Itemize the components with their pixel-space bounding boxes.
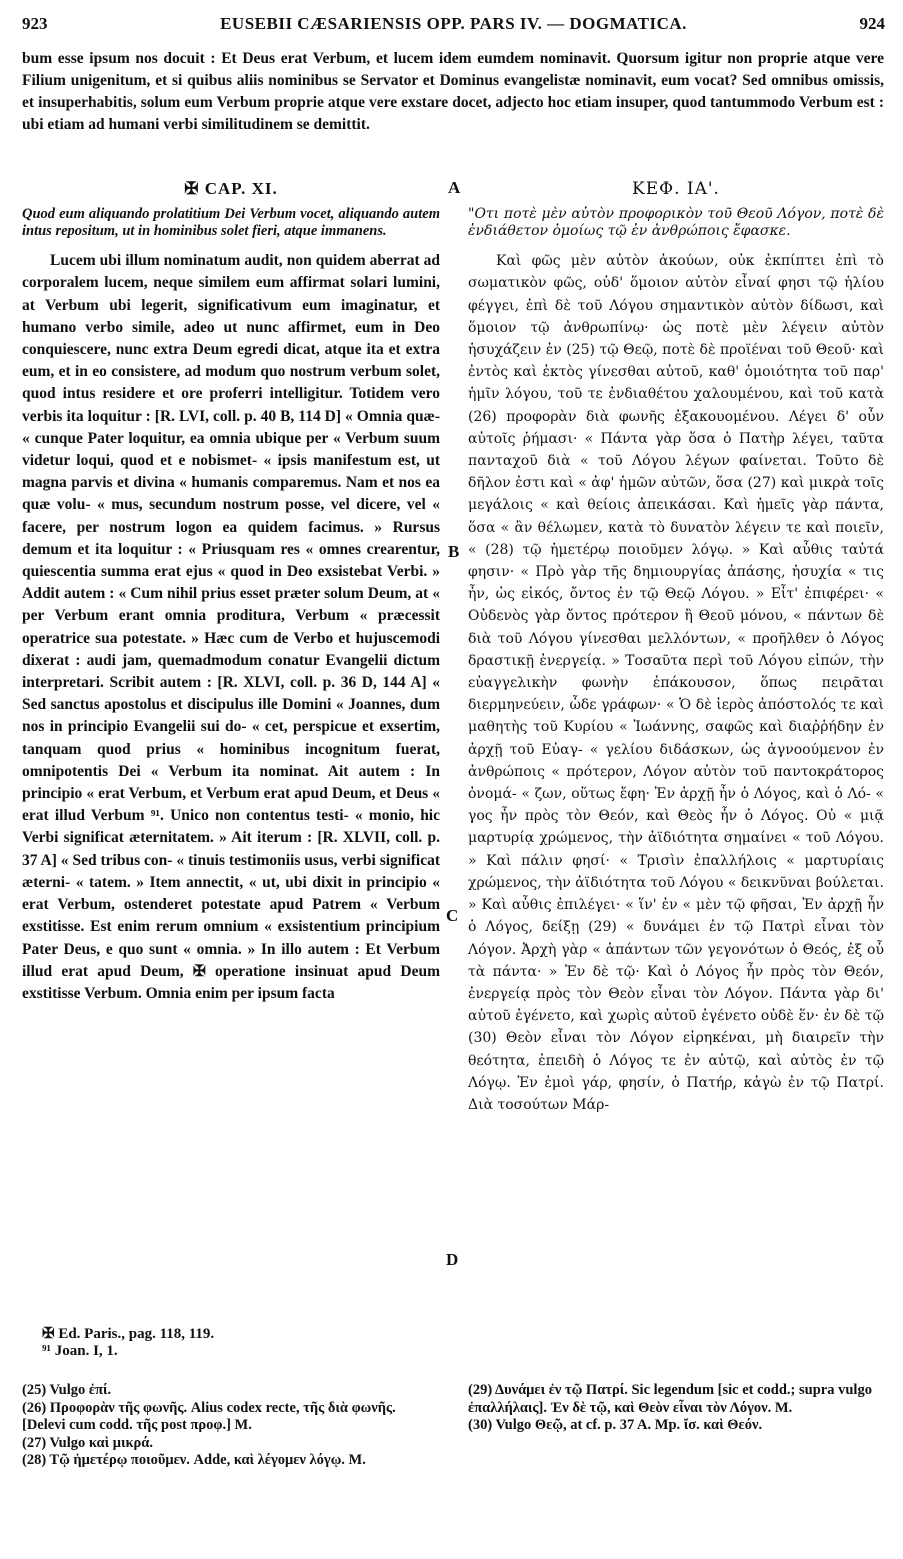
note-27: (27) Vulgo καὶ μικρά. [22,1434,153,1451]
greek-column [468,178,884,1116]
note-30: (30) Vulgo Θεῷ, at cf. p. 37 A. Mp. ἴσ. καὶ Θεόν. [468,1417,763,1433]
latin-body [22,250,440,1005]
greek-body [468,250,884,1116]
margin-letter-a: A [448,178,461,197]
latin-chapter-heading: ✠ CAP. XI. [184,179,278,198]
note-26: (26) Προφορὰν τῆς φωνῆς. Alius codex recte, τῆς διὰ φωνῆς. [Delevi cum codd. τῆς post προφ.] M. [22,1399,396,1433]
margin-letter-c: C [446,906,459,925]
greek-body-text: Καὶ φῶς μὲν αὐτὸν ἀκούων, οὐκ ἐκπίπτει ἐπὶ τὸ σωματικὸν φῶς, οὐδ' ὅμοιον αὐτὸν εἶναί φησι τῷ ἡλίου φέγγει, ἐπὶ δὲ τοῦ Λόγου σημαντικὸν αὐτὸν δίδωσι, καὶ ὅμοιον τῷ ἀνθρωπίνῳ· ὡς ποτὲ μὲν λέγειν αὐτὸν ἡσυχάζειν ἐν (25) τῷ Θεῷ, ποτὲ δὲ προϊέναι τοῦ Θεοῦ· καὶ ἐντὸς καὶ ἐκτὸς γίνεσθαι αὐτοῦ, καθ' ὁμοιότητα τοῦ παρ' ἡμῖν λόγου, τοῦ τε ἐνδιαθέτου χαλουμένου, καὶ τοῦ κατὰ (26) προφορὰν διὰ φωνῆς ἐξακουομένου. Λέγει δ' οὖν αὐτοῖς ῥήμασι· « Πάντα γὰρ ὅσα ὁ Πατὴρ λέγει, ταῦτα πανταχοῦ διὰ « τοῦ Λόγου λέγων φαίνεται. Τοῦτο δὲ δῆλον ἐστι καὶ « ἀφ' ἡμῶν αὐτῶν, ὅσα (27) καὶ μικρὰ τοῖς μεγάλοις « καὶ θείοις ἀπεικάσαι. Καὶ ἡμεῖς γὰρ πάντα, ὅσα « ἂν θέλωμεν, κατὰ τὸ δυνατὸν λέγειν τε καὶ ποιεῖν, « (28) τῷ ἡμετέρῳ ποιοῦμεν λόγῳ. » Καὶ αὖθις ταὐτά φησιν· « Πρὸ γὰρ τῆς δημιουργίας ἁπάσης, ἡσυχία « τις ἦν, ὡς εἰκός, ὄντος ἐν τῷ Θεῷ Λόγου. » Εἶτ' ἐπιφέρει· « Οὐδενὸς γὰρ ὄντος πρότερον ἢ Θεοῦ μόνου, « πάντων δὲ διὰ τοῦ Λόγου γίνεσθαι μελλόντων, « προῆλθεν ὁ Λόγος δραστικῇ ἐνεργείᾳ. » Τοσαῦτα περὶ τοῦ Λόγου εἰπών, τὴν εὐαγγελικὴν φωνὴν ἐπάκουσον, ὅπως πειρᾶται διερμηνεύειν, ὧδε γράφων· « Ὁ δὲ ἱερὸς ἀπόστολός τε καὶ μαθητὴς τοῦ Κυρίου « Ἰωάννης, σαφῶς καὶ διαῤῥήδην ἐν ἀρχῇ τοῦ Εὐαγ‑ « γελίου διδάσκων, ὡς ἀγνοούμενον ἐν ἀνθρώποις « πρότερον, Λόγον αὐτὸν τοῦ παντοκράτορος ὀνομά‑ « ζων, οὕτως ἔφη· Ἐν ἀρχῇ ἦν ὁ Λόγος, καὶ ὁ Λό‑ « γος ἦν πρὸς τὸν Θεόν, καὶ Θεὸς ἦν ὁ Λόγος. Οὐ « μιᾷ μαρτυρίᾳ χρώμενος, τὴν ἀϊδιότητα σημαίνει « τοῦ Λόγου. » Καὶ πάλιν φησί· « Τρισὶν ἐπαλλήλοις « μαρτυρίαις χρώμενος, τὴν ἀϊδιότητα τοῦ Λόγου « δεικνῦναι βούλεται. » Καὶ αὖθις ἐπιλέγει· « ἵν' ἐν « μὲν τῷ φῆσαι, Ἐν ἀρχῇ ἦν ὁ Λόγος, δείξῃ (29) « δυνάμει ἐν τῷ Πατρὶ εἶναι τὸν Λόγον. Ἀρχὴ γὰρ « ἁπάντων τῶν γεγονότων ὁ Θεός, ἐξ οὗ τὰ πάντα· » Ἐν δὲ τῷ· Καὶ ὁ Λόγος ἦν πρὸς τὸν Θεόν, ἐνεργείᾳ πρὸς τὸν Θεὸν εἶναι τὸν Λόγον. Πάντα γὰρ δι' αὐτοῦ ἐγένετο, καὶ χωρὶς αὐτοῦ ἐγένετο οὐδὲ ἕν· ἐν δὲ τῷ (30) Θεὸν εἶναι τὸν Λόγον εἰρηκέναι, μὴ διαιρεῖν τὴν θεότητα, ἐπειδὴ ὁ Λόγος τε ἐν αὐτῷ, καὶ αὐτὸς ἐν τῷ Λόγῳ. Ἐν ἐμοὶ γάρ, φησίν, ὁ Πατήρ, κἀγὼ ἐν τῷ Πατρί. Διὰ τοσούτων Μάρ‑ [468,253,884,1113]
note-25: (25) Vulgo ἐπί. [22,1382,112,1398]
latin-body-text: Lucem ubi illum nominatum audit, non quidem aberrat ad corporalem lucem, neque similem eum affirmat solari lumini, at Verbum ubi legerit, significativum eum imaginatur, et humano verbo simile, adeo ut nunc affirmet, eum in Deo conquiescere, nunc extra Deum egredi dicat, atque ita et extra eum, et in eo consistere, ad modum quo nostrum verbum solet, quod intus residere et ore proferri intelligitur. Totidem vero verbis ita loquitur : [R. LVI, coll. p. 40 B, 114 D] « Omnia quæ‑ « cunque Pater loquitur, ea omnia ubique per « Verbum suum videtur loqui, quod et e nobismet‑ « ipsis manifestum est, ut magna parvis et divina « humanis comparemus. Nam et nos ea quæ volu‑ « mus, secundum nostrum posse, vel dicere, vel « facere, per nostrum logon ea quidem facimus. » Rursus demum et ita loquitur : « Priusquam res « omnes crearentur, quiescentia summa erat ejus « quod in Deo exsistebat Verbi. » Addit autem : « Cum nihil prius esset præter solum Deum, at « per Verbum erant omnia proditura, Verbum « præcessit operatrice sua potestate. » Hæc cum de Verbo et hujuscemodi dixerat : audi jam, quemadmodum conatur Evangelii dictum interpretari. Scribit autem : [R. XLVI, coll. p. 36 D, 144 A] « Sed sanctus apostolus et discipulus ille Domini « Joannes, dum nos in principio Evangelii sui do‑ « cet, perspicue et exsertim, tanquam quod prius « hominibus incognitum fuerat, omnipotentis Dei « Verbum ita nominat. Ait autem : In principio « erat Verbum, et Verbum erat apud Deum, et Deus « erat illud Verbum ⁹¹. Unico non contentus testi‑ « monio, hic Verbi significat æternitatem. » Ait iterum : [R. XLVII, coll. p. 37 A] « Sed tribus con‑ « tinuis testimoniis usus, verbi significat æterni‑ « tatem. » Item annectit, « ut, ubi dixit in principio « erat Verbum, ostenderet potestate apud Patrem « Verbum exstitisse. Est enim rerum omnium « exsistentium principium Pater Deus, e quo sunt « omnia. » In illo autem : Et Verbum illud erat apud Deum, ✠ operatione insinuat apud Deum exstitisse Verbum. Omnia enim per ipsum facta [22,252,440,1002]
edition-note: ✠ Ed. Paris., pag. 118, 119. [42,1326,215,1342]
edition-footnotes [42,1326,442,1360]
scripture-note: ⁹¹ Joan. I, 1. [42,1343,118,1359]
left-critical-notes [22,1382,442,1470]
intro-paragraph [22,48,884,136]
margin-letter-b: B [448,542,460,561]
left-page-number: 923 [22,14,48,33]
greek-chapter-summary: "Οτι ποτὲ μὲν αὐτὸν προφορικὸν τοῦ Θεοῦ Λόγον, ποτὲ δὲ ἐνδιάθετον ὁμοίως τῷ ἐν ἀνθρώποις ἔφασκε. [468,206,884,240]
right-critical-notes [468,1382,884,1435]
note-28: (28) Τῷ ἡμετέρῳ ποιοῦμεν. Adde, καὶ λέγομεν λόγῳ. M. [22,1452,366,1468]
latin-chapter-summary: Quod eum aliquando prolatitium Dei Verbum vocet, aliquando autem intus repositum, ut in hominibus solet fieri, atque immanens. [22,206,440,240]
greek-chapter-heading: ΚΕΦ. ΙΑ'. [632,179,720,199]
running-title: EUSEBII CÆSARIENSIS OPP. PARS IV. — DOGMATICA. [220,14,687,33]
note-29: (29) Δυνάμει ἐν τῷ Πατρί. Sic legendum [sic et codd.; supra vulgo ἐπαλλήλαις]. Ἐν δὲ τῷ, καὶ Θεὸν εἶναι τὸν Λόγον. M. [468,1382,872,1416]
margin-letter-d: D [446,1250,459,1269]
right-page-number: 924 [859,14,885,33]
latin-column [22,178,440,1005]
intro-text: bum esse ipsum nos docuit : Et Deus erat Verbum, et lucem idem eumdem nominavit. Quorsum igitur non proprie atque vere Filium unigenitum, et si quibus aliis nominibus se Servator et Dominus evangelistæ nominavit, eum vocat? Sed omnibus omissis, et insuperhabitis, solum eum Verbum proprie atque vere exstare docet, adjecto hoc etiam insuper, quod tantummodo Verbum est : ubi etiam ad humani verbi similitudinem se demittit. [22,50,884,133]
running-header [22,14,885,36]
